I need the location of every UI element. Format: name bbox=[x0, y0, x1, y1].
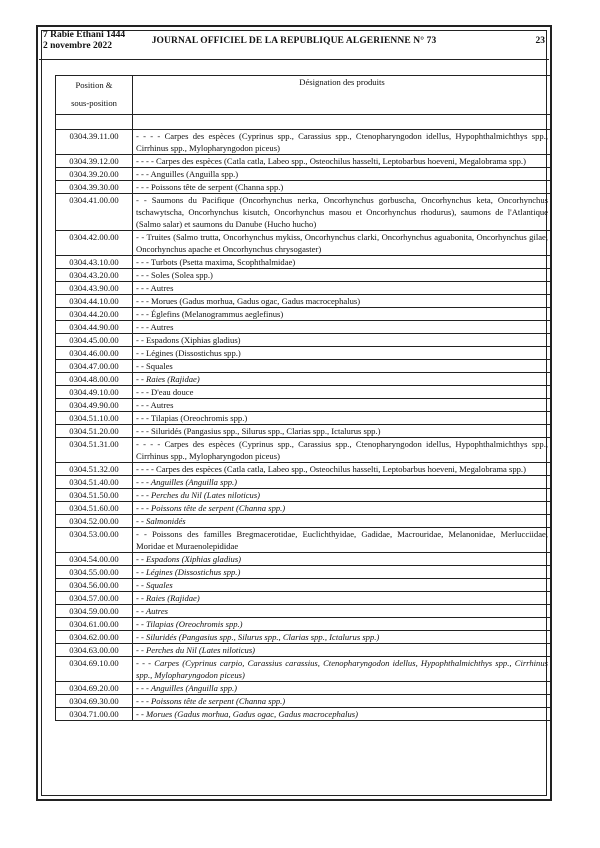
product-designation: - - Raies (Rajidae) bbox=[133, 373, 552, 386]
product-designation: - - Légines (Dissostichus spp.) bbox=[133, 566, 552, 579]
tariff-code: 0304.49.90.00 bbox=[56, 399, 133, 412]
tariff-code: 0304.39.11.00 bbox=[56, 130, 133, 155]
product-designation: - - - Anguilles (Anguilla spp.) bbox=[133, 682, 552, 695]
product-designation: - - - - Carpes des espèces (Catla catla, Labeo spp., Osteochilus hasselti, Leptobarbus hoeveni, Megalobrama spp.) bbox=[133, 155, 552, 168]
table-row bbox=[56, 489, 552, 502]
product-designation: - - Perches du Nil (Lates niloticus) bbox=[133, 644, 552, 657]
spacer-cell bbox=[56, 115, 133, 130]
product-designation: - - Saumons du Pacifique (Oncorhynchus nerka, Oncorhynchus gorbuscha, Oncorhynchus keta, Oncorhynchus tschawytscha, Oncorhynchus kisutch, Oncorhynchus masou et Oncorhynchus rhodurus), saumons de l'Atlantique (Salmo salar) et saumons du Danube (Hucho hucho) bbox=[133, 194, 552, 231]
table-row bbox=[56, 181, 552, 194]
table-row bbox=[56, 295, 552, 308]
tariff-code: 0304.63.00.00 bbox=[56, 644, 133, 657]
product-designation: - - - Autres bbox=[133, 399, 552, 412]
table-row bbox=[56, 360, 552, 373]
tariff-code: 0304.54.00.00 bbox=[56, 553, 133, 566]
product-designation: - - Légines (Dissostichus spp.) bbox=[133, 347, 552, 360]
table-row bbox=[56, 334, 552, 347]
product-designation: - - Salmonidés bbox=[133, 515, 552, 528]
product-designation: - - Siluridés (Pangasius spp., Silurus spp., Clarias spp., Ictalurus spp.) bbox=[133, 631, 552, 644]
tariff-code: 0304.43.90.00 bbox=[56, 282, 133, 295]
product-designation: - - - - Carpes des espèces (Catla catla, Labeo spp., Osteochilus hasselti, Leptobarbus hoeveni, Megalobrama spp.) bbox=[133, 463, 552, 476]
product-designation: - - Espadons (Xiphias gladius) bbox=[133, 553, 552, 566]
table-row bbox=[56, 425, 552, 438]
tariff-code: 0304.39.30.00 bbox=[56, 181, 133, 194]
header-date-hijri: 7 Rabie Ethani 1444 bbox=[43, 30, 126, 40]
table-row bbox=[56, 373, 552, 386]
product-designation: - - Espadons (Xiphias gladius) bbox=[133, 334, 552, 347]
table-row bbox=[56, 502, 552, 515]
product-designation: - - - Anguilles (Anguilla spp.) bbox=[133, 168, 552, 181]
table-row bbox=[56, 155, 552, 168]
tariff-code: 0304.41.00.00 bbox=[56, 194, 133, 231]
tariff-code: 0304.39.12.00 bbox=[56, 155, 133, 168]
table-row bbox=[56, 256, 552, 269]
product-designation: - - Squales bbox=[133, 360, 552, 373]
tariff-code: 0304.43.20.00 bbox=[56, 269, 133, 282]
table-row bbox=[56, 695, 552, 708]
tariff-code: 0304.55.00.00 bbox=[56, 566, 133, 579]
table-row bbox=[56, 168, 552, 181]
table-row bbox=[56, 579, 552, 592]
table-row bbox=[56, 618, 552, 631]
product-designation: - - - Siluridés (Pangasius spp., Silurus spp., Clarias spp., Ictalurus spp.) bbox=[133, 425, 552, 438]
product-designation: - - - Tilapias (Oreochromis spp.) bbox=[133, 412, 552, 425]
table-row bbox=[56, 605, 552, 618]
table-row bbox=[56, 657, 552, 682]
table-row bbox=[56, 347, 552, 360]
product-designation: - - - Poissons tête de serpent (Channa spp.) bbox=[133, 181, 552, 194]
spacer-cell bbox=[133, 115, 552, 130]
product-designation: - - - Poissons tête de serpent (Channa spp.) bbox=[133, 502, 552, 515]
product-designation: - - - Poissons tête de serpent (Channa spp.) bbox=[133, 695, 552, 708]
tariff-code: 0304.44.90.00 bbox=[56, 321, 133, 334]
table-row bbox=[56, 386, 552, 399]
tariff-code: 0304.48.00.00 bbox=[56, 373, 133, 386]
table-row bbox=[56, 592, 552, 605]
tariff-code: 0304.59.00.00 bbox=[56, 605, 133, 618]
tariff-code: 0304.69.30.00 bbox=[56, 695, 133, 708]
table-header-row bbox=[56, 76, 552, 115]
tariff-code: 0304.39.20.00 bbox=[56, 168, 133, 181]
table-row bbox=[56, 438, 552, 463]
header-date-gregorian: 2 novembre 2022 bbox=[43, 41, 112, 51]
tariff-code: 0304.44.10.00 bbox=[56, 295, 133, 308]
table-row bbox=[56, 463, 552, 476]
table-row bbox=[56, 528, 552, 553]
tariff-code: 0304.49.10.00 bbox=[56, 386, 133, 399]
tariff-code: 0304.44.20.00 bbox=[56, 308, 133, 321]
page-number: 23 bbox=[535, 36, 545, 46]
product-designation: - - Truites (Salmo trutta, Oncorhynchus mykiss, Oncorhynchus clarki, Oncorhynchus aguabonita, Oncorhynchus gilae, Oncorhynchus apache et Oncorhynchus chrysogaster) bbox=[133, 231, 552, 256]
tariff-code: 0304.57.00.00 bbox=[56, 592, 133, 605]
product-designation: - - - Morues (Gadus morhua, Gadus ogac, Gadus macrocephalus) bbox=[133, 295, 552, 308]
table-spacer-row bbox=[56, 115, 552, 130]
tariff-code: 0304.52.00.00 bbox=[56, 515, 133, 528]
product-designation: - - - Autres bbox=[133, 321, 552, 334]
product-designation: - - - Perches du Nil (Lates niloticus) bbox=[133, 489, 552, 502]
tariff-code: 0304.45.00.00 bbox=[56, 334, 133, 347]
product-designation: - - Poissons des familles Bregmacerotidae, Euclichthyidae, Gadidae, Macrouridae, Melanonidae, Merlucciidae, Moridae et Muraenolepididae bbox=[133, 528, 552, 553]
product-designation: - - Tilapias (Oreochromis spp.) bbox=[133, 618, 552, 631]
table-row bbox=[56, 476, 552, 489]
product-designation: - - - - Carpes des espèces (Cyprinus spp., Carassius spp., Ctenopharyngodon idellus, Hypophthalmichthys spp., Cirrhinus spp., Mylopharyngodon piceus) bbox=[133, 130, 552, 155]
journal-title: JOURNAL OFFICIEL DE LA REPUBLIQUE ALGERIENNE N° 73 bbox=[151, 36, 437, 46]
product-designation: - - - Carpes (Cyprinus carpio, Carassius carassius, Ctenopharyngodon idellus, Hypophthalmichthys spp., Cirrhinus spp., Mylopharyngodon piceus) bbox=[133, 657, 552, 682]
product-designation: - - - - Carpes des espèces (Cyprinus spp., Carassius spp., Ctenopharyngodon idellus, Hypophthalmichthys spp., Cirrhinus spp., Mylopharyngodon piceus) bbox=[133, 438, 552, 463]
table-row bbox=[56, 553, 552, 566]
tariff-code: 0304.56.00.00 bbox=[56, 579, 133, 592]
table-row bbox=[56, 399, 552, 412]
tariff-code: 0304.69.10.00 bbox=[56, 657, 133, 682]
tariff-code: 0304.51.10.00 bbox=[56, 412, 133, 425]
product-designation: - - - D'eau douce bbox=[133, 386, 552, 399]
tariff-code: 0304.42.00.00 bbox=[56, 231, 133, 256]
tariff-code: 0304.46.00.00 bbox=[56, 347, 133, 360]
table-row bbox=[56, 308, 552, 321]
product-designation: - - - Autres bbox=[133, 282, 552, 295]
table-row bbox=[56, 282, 552, 295]
product-designation: - - - Anguilles (Anguilla spp.) bbox=[133, 476, 552, 489]
table-row bbox=[56, 269, 552, 282]
table-row bbox=[56, 231, 552, 256]
table-row bbox=[56, 682, 552, 695]
table-row bbox=[56, 412, 552, 425]
column-header-position-line1: Position & bbox=[75, 80, 113, 90]
product-designation: - - Autres bbox=[133, 605, 552, 618]
tariff-code: 0304.51.20.00 bbox=[56, 425, 133, 438]
tariff-code: 0304.51.60.00 bbox=[56, 502, 133, 515]
page-header bbox=[39, 28, 549, 60]
product-designation: - - Morues (Gadus morhua, Gadus ogac, Gadus macrocephalus) bbox=[133, 708, 552, 721]
product-designation: - - - Turbots (Psetta maxima, Scophthalmidae) bbox=[133, 256, 552, 269]
tariff-code: 0304.51.31.00 bbox=[56, 438, 133, 463]
tariff-code: 0304.71.00.00 bbox=[56, 708, 133, 721]
tariff-code: 0304.51.50.00 bbox=[56, 489, 133, 502]
tariff-code: 0304.51.40.00 bbox=[56, 476, 133, 489]
table-row bbox=[56, 515, 552, 528]
tariff-code: 0304.47.00.00 bbox=[56, 360, 133, 373]
table-row bbox=[56, 130, 552, 155]
product-designation: - - Squales bbox=[133, 579, 552, 592]
column-header-position bbox=[56, 76, 133, 115]
tariff-code: 0304.62.00.00 bbox=[56, 631, 133, 644]
table-row bbox=[56, 631, 552, 644]
tariff-code: 0304.61.00.00 bbox=[56, 618, 133, 631]
product-designation: - - Raies (Rajidae) bbox=[133, 592, 552, 605]
table-body bbox=[56, 130, 552, 721]
table-row bbox=[56, 321, 552, 334]
table-row bbox=[56, 644, 552, 657]
product-designation: - - - Églefins (Melanogrammus aeglefinus) bbox=[133, 308, 552, 321]
table-row bbox=[56, 194, 552, 231]
tariff-code: 0304.43.10.00 bbox=[56, 256, 133, 269]
column-header-designation: Désignation des produits bbox=[133, 76, 552, 115]
table-row bbox=[56, 708, 552, 721]
product-designation: - - - Soles (Solea spp.) bbox=[133, 269, 552, 282]
tariff-code: 0304.51.32.00 bbox=[56, 463, 133, 476]
tariff-code: 0304.53.00.00 bbox=[56, 528, 133, 553]
products-table bbox=[55, 75, 552, 721]
column-header-position-line2: sous-position bbox=[71, 98, 117, 108]
table-row bbox=[56, 566, 552, 579]
tariff-code: 0304.69.20.00 bbox=[56, 682, 133, 695]
